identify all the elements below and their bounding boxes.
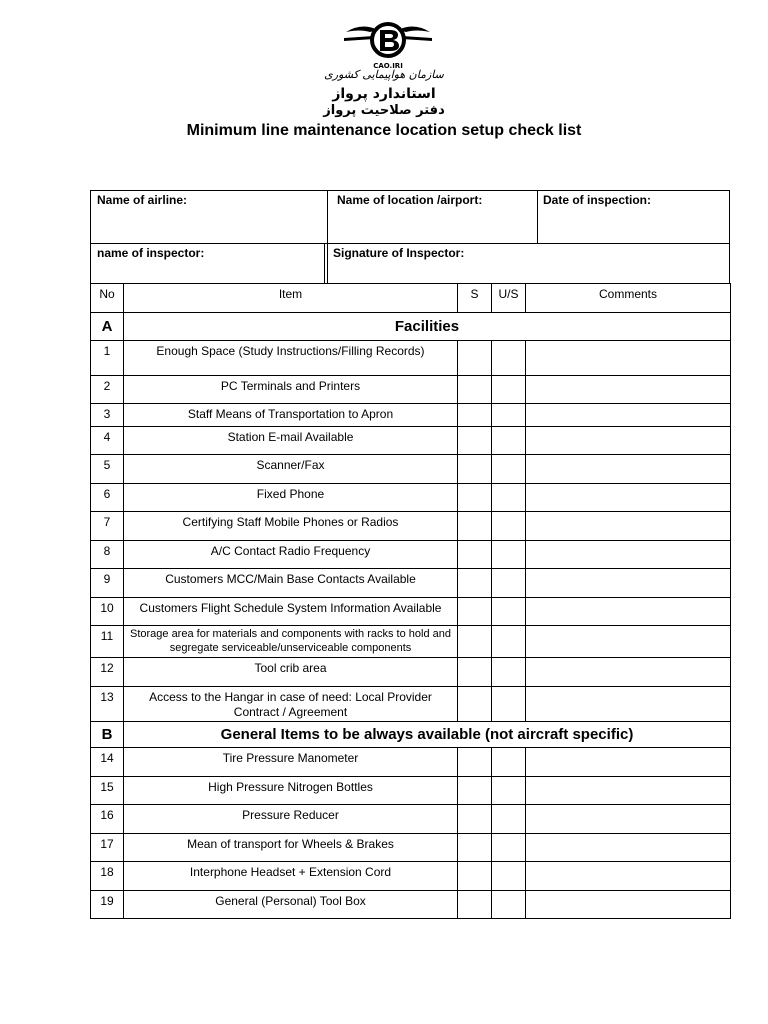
org-name-line2: استاندارد پرواز <box>332 86 436 102</box>
us-checkbox-cell[interactable] <box>492 484 526 512</box>
comments-cell[interactable] <box>526 512 731 541</box>
table-row <box>91 484 731 512</box>
signature-label: Signature of Inspector: <box>333 246 465 260</box>
section-title: Facilities <box>124 313 731 341</box>
col-header-comments: Comments <box>526 284 731 313</box>
us-checkbox-cell[interactable] <box>492 626 526 658</box>
inspector-label: name of inspector: <box>97 246 205 260</box>
row-item: Enough Space (Study Instructions/Filling Records) <box>124 341 458 376</box>
s-checkbox-cell[interactable] <box>458 687 492 722</box>
row-item: Customers Flight Schedule System Information Available <box>124 598 458 626</box>
table-row <box>91 891 731 919</box>
section-letter: A <box>91 313 124 341</box>
comments-cell[interactable] <box>526 598 731 626</box>
col-header-s: S <box>458 284 492 313</box>
comments-cell[interactable] <box>526 891 731 919</box>
row-no: 1 <box>91 341 124 376</box>
col-header-us: U/S <box>492 284 526 313</box>
us-checkbox-cell[interactable] <box>492 862 526 891</box>
table-row <box>91 598 731 626</box>
row-no: 4 <box>91 427 124 455</box>
table-row <box>91 512 731 541</box>
airline-field[interactable] <box>91 191 327 243</box>
row-item: High Pressure Nitrogen Bottles <box>124 777 458 805</box>
row-item: Staff Means of Transportation to Apron <box>124 404 458 427</box>
row-no: 11 <box>91 626 124 658</box>
comments-cell[interactable] <box>526 687 731 722</box>
us-checkbox-cell[interactable] <box>492 598 526 626</box>
s-checkbox-cell[interactable] <box>458 777 492 805</box>
page-title: Minimum line maintenance location setup check list <box>186 122 582 139</box>
cao-logo <box>340 18 436 70</box>
s-checkbox-cell[interactable] <box>458 834 492 862</box>
us-checkbox-cell[interactable] <box>492 834 526 862</box>
section-title: General Items to be always available (not aircraft specific) <box>124 722 731 748</box>
table-row <box>91 805 731 834</box>
comments-cell[interactable] <box>526 427 731 455</box>
s-checkbox-cell[interactable] <box>458 598 492 626</box>
row-no: 13 <box>91 687 124 722</box>
inspection-info-table <box>90 190 730 284</box>
table-row <box>91 862 731 891</box>
section-letter: B <box>91 722 124 748</box>
date-field[interactable] <box>537 191 729 243</box>
s-checkbox-cell[interactable] <box>458 862 492 891</box>
us-checkbox-cell[interactable] <box>492 341 526 376</box>
row-no: 10 <box>91 598 124 626</box>
us-checkbox-cell[interactable] <box>492 512 526 541</box>
comments-cell[interactable] <box>526 341 731 376</box>
checklist-table <box>90 283 731 919</box>
s-checkbox-cell[interactable] <box>458 455 492 484</box>
row-no: 8 <box>91 541 124 569</box>
date-label: Date of inspection: <box>543 193 652 207</box>
s-checkbox-cell[interactable] <box>458 484 492 512</box>
comments-cell[interactable] <box>526 626 731 658</box>
table-row <box>91 404 731 427</box>
row-item: Scanner/Fax <box>124 455 458 484</box>
row-item: PC Terminals and Printers <box>124 376 458 404</box>
comments-cell[interactable] <box>526 777 731 805</box>
us-checkbox-cell[interactable] <box>492 569 526 598</box>
s-checkbox-cell[interactable] <box>458 404 492 427</box>
row-no: 18 <box>91 862 124 891</box>
s-checkbox-cell[interactable] <box>458 748 492 777</box>
row-item: Certifying Staff Mobile Phones or Radios <box>124 512 458 541</box>
row-no: 3 <box>91 404 124 427</box>
row-item: Access to the Hangar in case of need: Local Provider Contract / Agreement <box>124 687 458 722</box>
row-item: Tool crib area <box>124 658 458 687</box>
comments-cell[interactable] <box>526 569 731 598</box>
us-checkbox-cell[interactable] <box>492 748 526 777</box>
table-row <box>91 341 731 376</box>
row-no: 6 <box>91 484 124 512</box>
s-checkbox-cell[interactable] <box>458 805 492 834</box>
col-header-item: Item <box>124 284 458 313</box>
us-checkbox-cell[interactable] <box>492 541 526 569</box>
row-item: Tire Pressure Manometer <box>124 748 458 777</box>
s-checkbox-cell[interactable] <box>458 541 492 569</box>
comments-cell[interactable] <box>526 748 731 777</box>
comments-cell[interactable] <box>526 376 731 404</box>
table-row <box>91 658 731 687</box>
row-no: 2 <box>91 376 124 404</box>
table-row <box>91 455 731 484</box>
comments-cell[interactable] <box>526 805 731 834</box>
table-row <box>91 748 731 777</box>
row-no: 16 <box>91 805 124 834</box>
table-row <box>91 777 731 805</box>
table-row <box>91 569 731 598</box>
s-checkbox-cell[interactable] <box>458 341 492 376</box>
column-header-row <box>91 284 731 313</box>
us-checkbox-cell[interactable] <box>492 687 526 722</box>
us-checkbox-cell[interactable] <box>492 805 526 834</box>
org-name-line3: دفتر صلاحیت پرواز <box>323 103 445 118</box>
s-checkbox-cell[interactable] <box>458 427 492 455</box>
s-checkbox-cell[interactable] <box>458 376 492 404</box>
row-no: 17 <box>91 834 124 862</box>
row-item: Customers MCC/Main Base Contacts Available <box>124 569 458 598</box>
table-row <box>91 834 731 862</box>
s-checkbox-cell[interactable] <box>458 626 492 658</box>
us-checkbox-cell[interactable] <box>492 658 526 687</box>
us-checkbox-cell[interactable] <box>492 404 526 427</box>
row-no: 15 <box>91 777 124 805</box>
section-header-row <box>91 313 731 341</box>
us-checkbox-cell[interactable] <box>492 455 526 484</box>
row-no: 14 <box>91 748 124 777</box>
s-checkbox-cell[interactable] <box>458 569 492 598</box>
comments-cell[interactable] <box>526 862 731 891</box>
signature-field[interactable] <box>327 244 727 283</box>
comments-cell[interactable] <box>526 834 731 862</box>
comments-cell[interactable] <box>526 484 731 512</box>
s-checkbox-cell[interactable] <box>458 512 492 541</box>
row-no: 7 <box>91 512 124 541</box>
s-checkbox-cell[interactable] <box>458 658 492 687</box>
row-no: 9 <box>91 569 124 598</box>
row-item: Mean of transport for Wheels & Brakes <box>124 834 458 862</box>
row-no: 12 <box>91 658 124 687</box>
table-row <box>91 541 731 569</box>
us-checkbox-cell[interactable] <box>492 376 526 404</box>
comments-cell[interactable] <box>526 404 731 427</box>
airline-label: Name of airline: <box>97 193 188 207</box>
row-item: Station E-mail Available <box>124 427 458 455</box>
table-row <box>91 427 731 455</box>
s-checkbox-cell[interactable] <box>458 891 492 919</box>
inspector-field[interactable] <box>91 244 324 283</box>
table-row <box>91 626 731 658</box>
row-no: 5 <box>91 455 124 484</box>
row-item: Pressure Reducer <box>124 805 458 834</box>
table-row <box>91 376 731 404</box>
section-header-row <box>91 722 731 748</box>
row-item: A/C Contact Radio Frequency <box>124 541 458 569</box>
logo-caption: CAO.IRI <box>373 62 403 70</box>
org-name-line1: سازمان هواپیمایی کشوری <box>324 68 444 81</box>
row-item: Fixed Phone <box>124 484 458 512</box>
table-row <box>91 687 731 722</box>
row-item: Interphone Headset + Extension Cord <box>124 862 458 891</box>
location-label: Name of location /airport: <box>337 193 483 207</box>
row-item: General (Personal) Tool Box <box>124 891 458 919</box>
col-header-no: No <box>91 284 124 313</box>
comments-cell[interactable] <box>526 455 731 484</box>
us-checkbox-cell[interactable] <box>492 891 526 919</box>
row-item: Storage area for materials and components with racks to hold and segregate serviceable/unserviceable components <box>124 626 458 658</box>
comments-cell[interactable] <box>526 541 731 569</box>
comments-cell[interactable] <box>526 658 731 687</box>
row-no: 19 <box>91 891 124 919</box>
location-field[interactable] <box>331 191 537 243</box>
us-checkbox-cell[interactable] <box>492 777 526 805</box>
us-checkbox-cell[interactable] <box>492 427 526 455</box>
